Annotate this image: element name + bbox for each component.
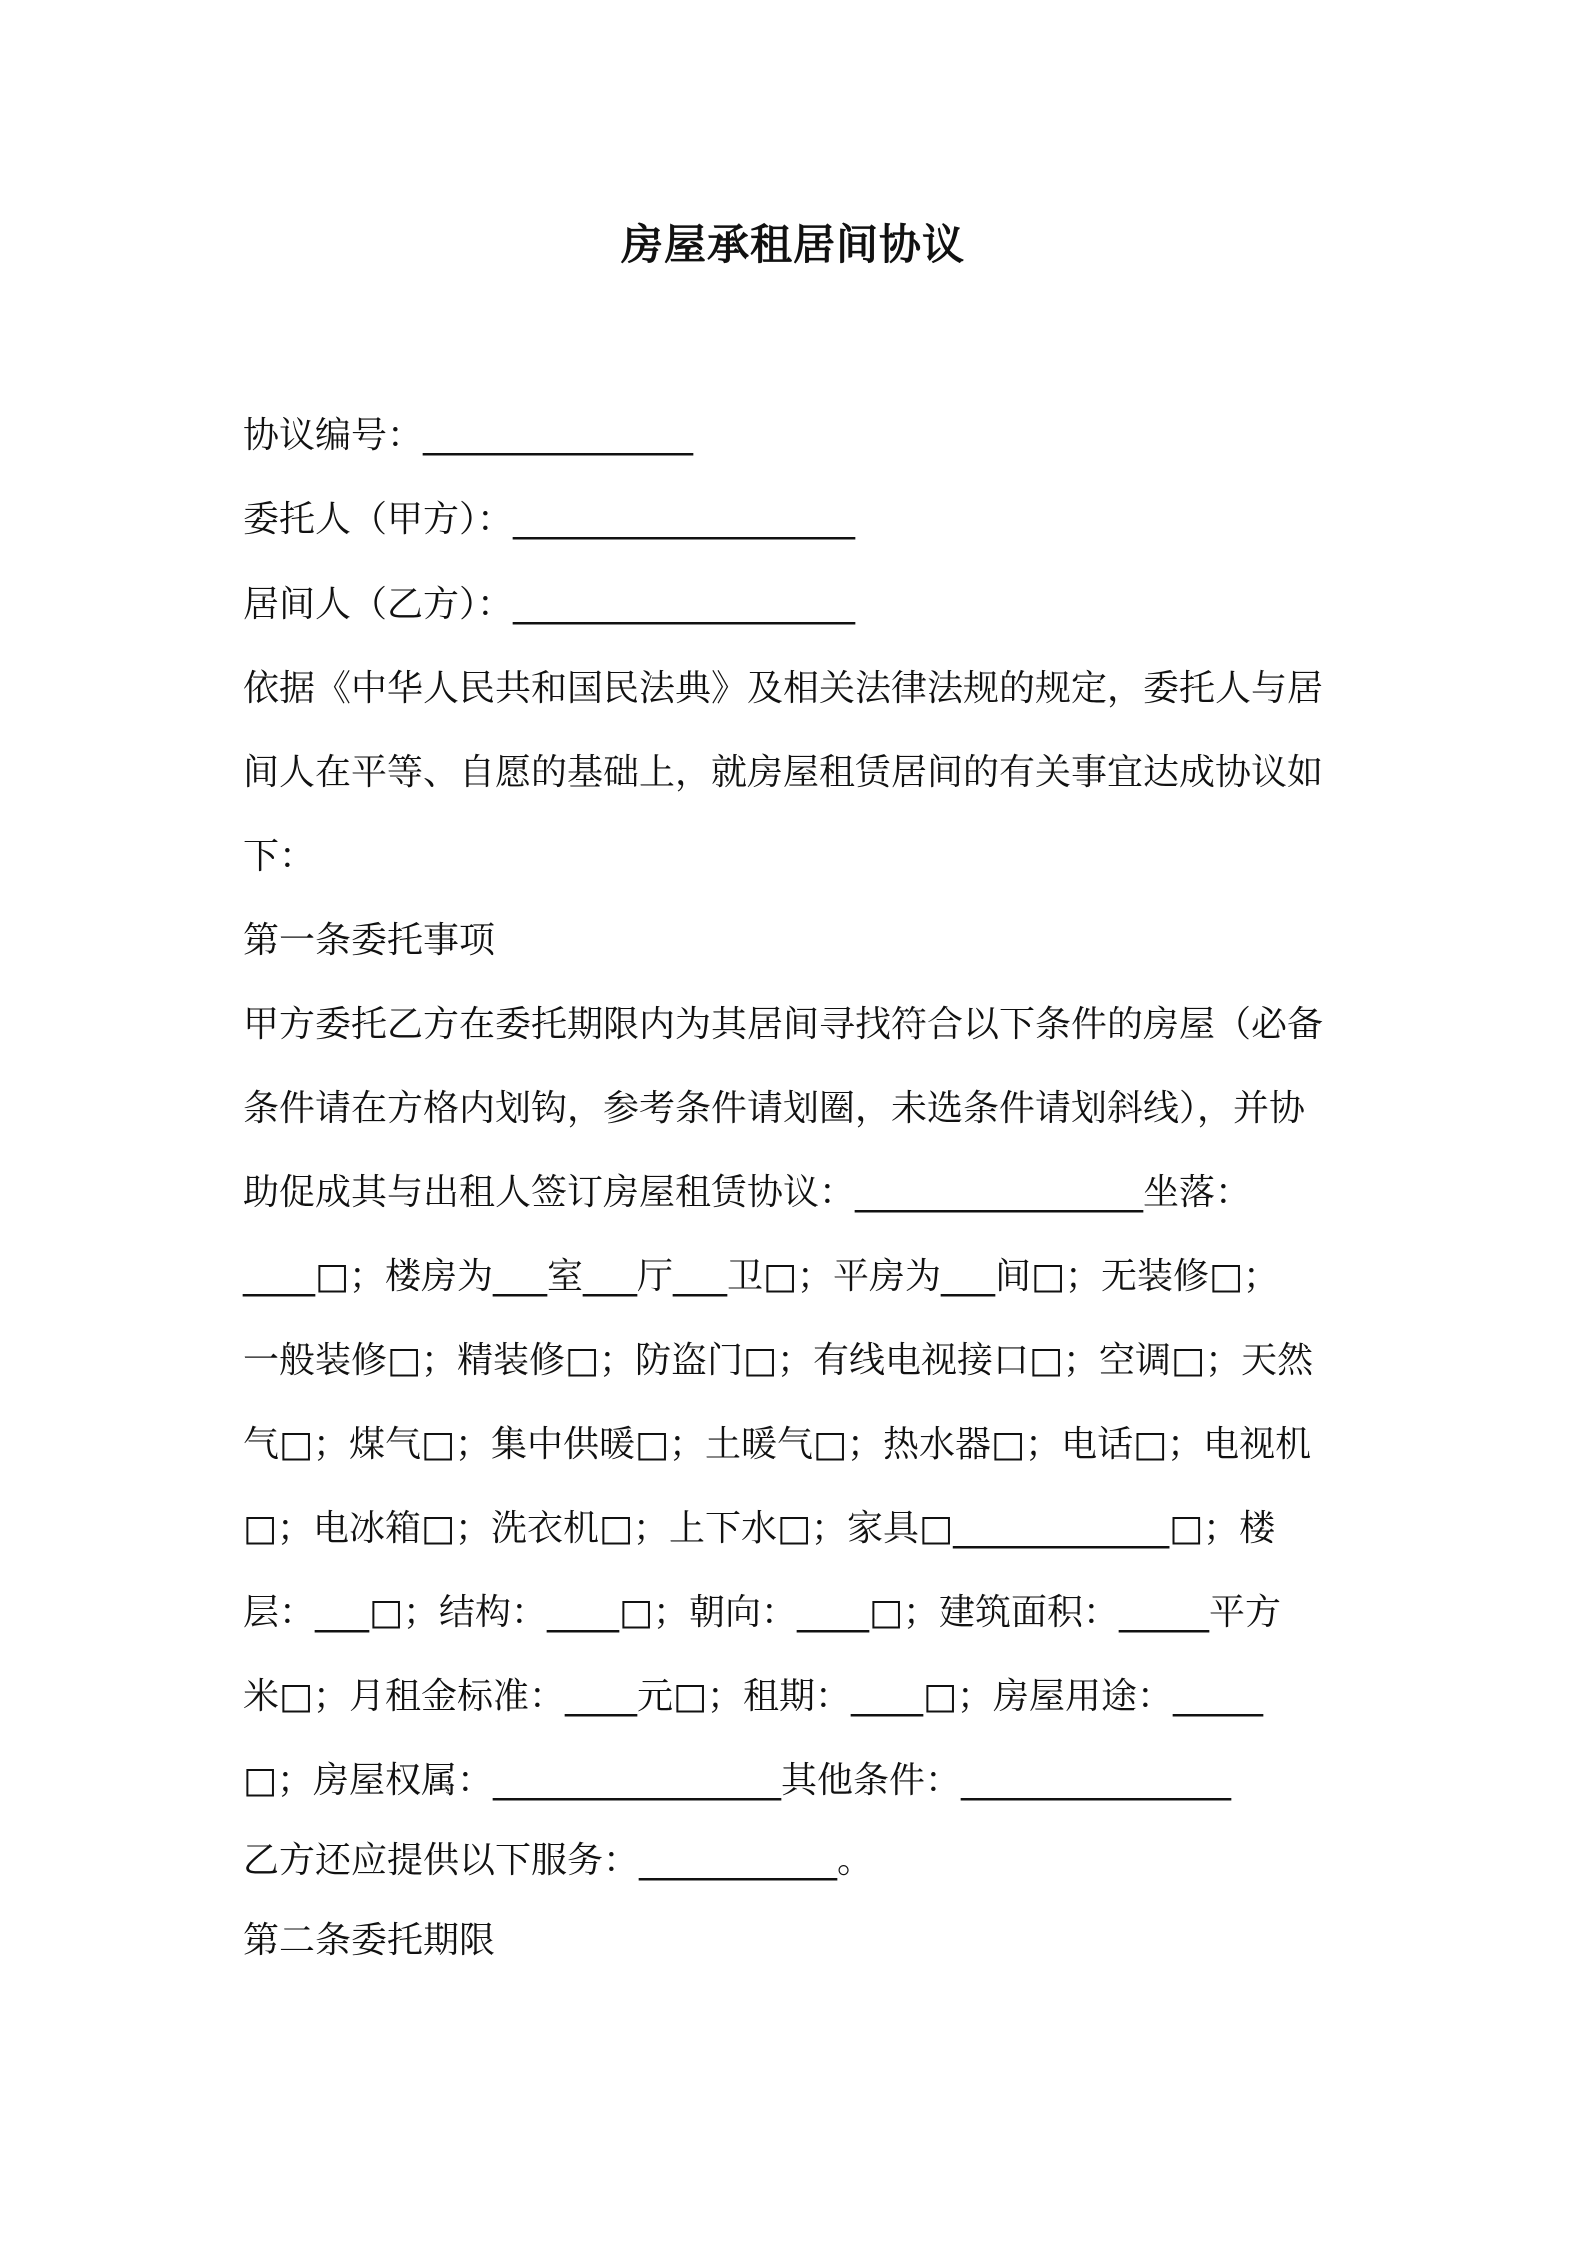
paragraph-line: □；电冰箱□；洗衣机□；上下水□；家具□____________□；楼 — [243, 1508, 1276, 1549]
paragraph-line: 甲方委托乙方在委托期限内为其居间寻找符合以下条件的房屋（必备 — [243, 1004, 1324, 1045]
paragraph-line: 下： — [243, 836, 316, 877]
principal-party-a-line: 委托人（甲方）：___________________ — [243, 499, 856, 540]
paragraph-line: 条件请在方格内划钩，参考条件请划圈，未选条件请划斜线），并协 — [243, 1088, 1306, 1129]
section-heading-article-1: 第一条委托事项 — [243, 920, 496, 961]
document-title: 房屋承租居间协议 — [620, 220, 965, 269]
paragraph-line: 层：___□；结构：____□；朝向：____□；建筑面积：_____平方 — [243, 1592, 1282, 1633]
paragraph-line: 间人在平等、自愿的基础上，就房屋租赁居间的有关事宜达成协议如 — [243, 752, 1324, 793]
section-heading-article-2: 第二条委托期限 — [243, 1920, 496, 1961]
paragraph-line: 乙方还应提供以下服务：___________。 — [243, 1840, 874, 1881]
agreement-number-line: 协议编号：_______________ — [243, 415, 694, 456]
paragraph-line: 气□；煤气□；集中供暖□；土暖气□；热水器□；电话□；电视机 — [243, 1424, 1312, 1465]
intermediary-party-b-line: 居间人（乙方）：___________________ — [243, 584, 856, 625]
paragraph-line: 一般装修□；精装修□；防盗门□；有线电视接口□；空调□；天然 — [243, 1340, 1314, 1381]
paragraph-line: 助促成其与出租人签订房屋租赁协议：________________坐落： — [243, 1172, 1252, 1213]
paragraph-line: □；房屋权属：________________其他条件：_______________ — [243, 1760, 1232, 1801]
paragraph-line: 米□；月租金标准：____元□；租期：____□；房屋用途：_____ — [243, 1676, 1264, 1717]
paragraph-line: 依据《中华人民共和国民法典》及相关法律法规的规定，委托人与居 — [243, 668, 1324, 709]
paragraph-line: ____□；楼房为___室___厅___卫□；平房为___间□；无装修□； — [243, 1256, 1280, 1297]
